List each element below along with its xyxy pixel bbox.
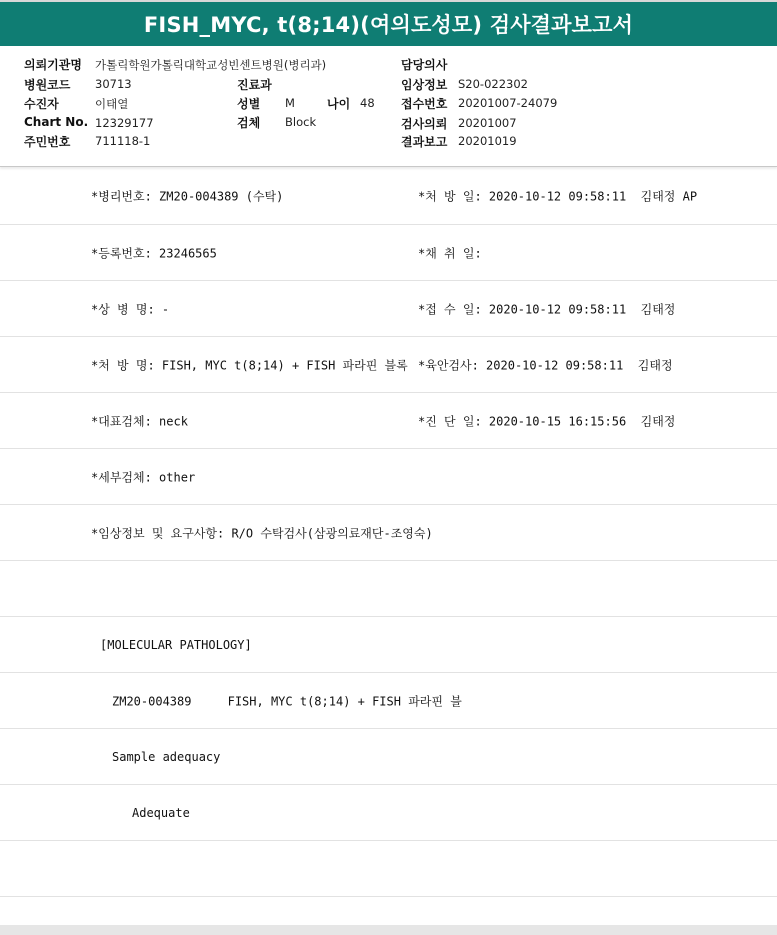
receipt-date: *접 수 일: 2020-10-12 09:58:11 김태정 [418,302,676,316]
clinical-requirements: *임상정보 및 요구사항: R/O 수탁검사(삼광의료재단-조영숙) [91,526,433,540]
report-row [0,729,777,785]
doctor-label: 담당의사 [401,58,448,72]
order-date: *처 방 일: 2020-10-12 09:58:11 김태정 AP [418,189,698,204]
report-row [0,673,777,729]
report-date-label: 결과보고 [401,135,448,149]
specimen-value: Block [285,115,317,129]
report-row [0,168,777,225]
dept-label: 진료과 [237,78,272,92]
report-row [0,617,777,673]
receipt-no-value: 20201007-24079 [458,96,558,110]
diagnosis-date: *진 단 일: 2020-10-15 16:15:56 김태정 [418,414,676,428]
hospcode-label: 병원코드 [24,78,71,92]
pathology-number: *병리번호: ZM20-004389 (수탁) [91,189,284,204]
result-item: ZM20-004389 FISH, MYC t(8;14) + FISH 파라핀 블 [112,694,462,708]
chart-label: Chart No. [24,115,89,129]
report-row [0,785,777,841]
report-row [0,337,777,393]
report-row [0,393,777,449]
sex-label: 성별 [237,97,261,111]
sex-value: M [285,96,295,110]
request-date-label: 검사의뢰 [401,117,448,131]
patient-info-header [0,48,777,167]
report-date-value: 20201019 [458,134,517,148]
org-label: 의뢰기관명 [24,58,82,72]
clinical-info-label: 임상정보 [401,78,448,92]
bottom-scroll-strip [0,925,777,935]
age-label: 나이 [327,97,351,111]
report-row [0,449,777,505]
collection-date: *채 취 일: [418,246,482,260]
clinical-info-value: S20-022302 [458,77,528,91]
representative-specimen: *대표검체: neck [91,414,188,428]
specimen-label: 검체 [237,116,261,130]
hospcode-value: 30713 [95,77,132,91]
request-date-value: 20201007 [458,116,517,130]
prescription-name: *처 방 명: FISH, MYC t(8;14) + FISH 파라핀 블록 [91,358,408,372]
recipient-label: 수진자 [24,97,59,111]
receipt-no-label: 접수번호 [401,97,448,111]
gross-exam-date: *육안검사: 2020-10-12 09:58:11 김태정 [418,358,673,372]
rrn-label: 주민번호 [24,135,71,149]
section-heading: [MOLECULAR PATHOLOGY] [100,637,252,652]
detail-specimen: *세부검체: other [91,470,196,484]
report-row [0,841,777,897]
sample-adequacy-label: Sample adequacy [112,749,221,764]
report-row [0,281,777,337]
org-value: 가톨릭학원가톨릭대학교성빈센트병원(병리과) [95,58,327,72]
report-title: FISH_MYC, t(8;14)(여의도성모) 검사결과보고서 [143,13,634,37]
registration-number: *등록번호: 23246565 [91,246,217,260]
report-row [0,225,777,281]
report-row [0,561,777,617]
rrn-value: 711118-1 [95,134,151,148]
age-value: 48 [360,96,375,110]
report-title-bar [0,0,777,46]
report-row [0,505,777,561]
report-body [0,168,777,897]
diagnosis-name: *상 병 명: - [91,302,170,316]
chart-value: 12329177 [95,116,154,130]
sample-adequacy-value: Adequate [132,805,190,820]
recipient-value: 이태열 [95,97,129,111]
